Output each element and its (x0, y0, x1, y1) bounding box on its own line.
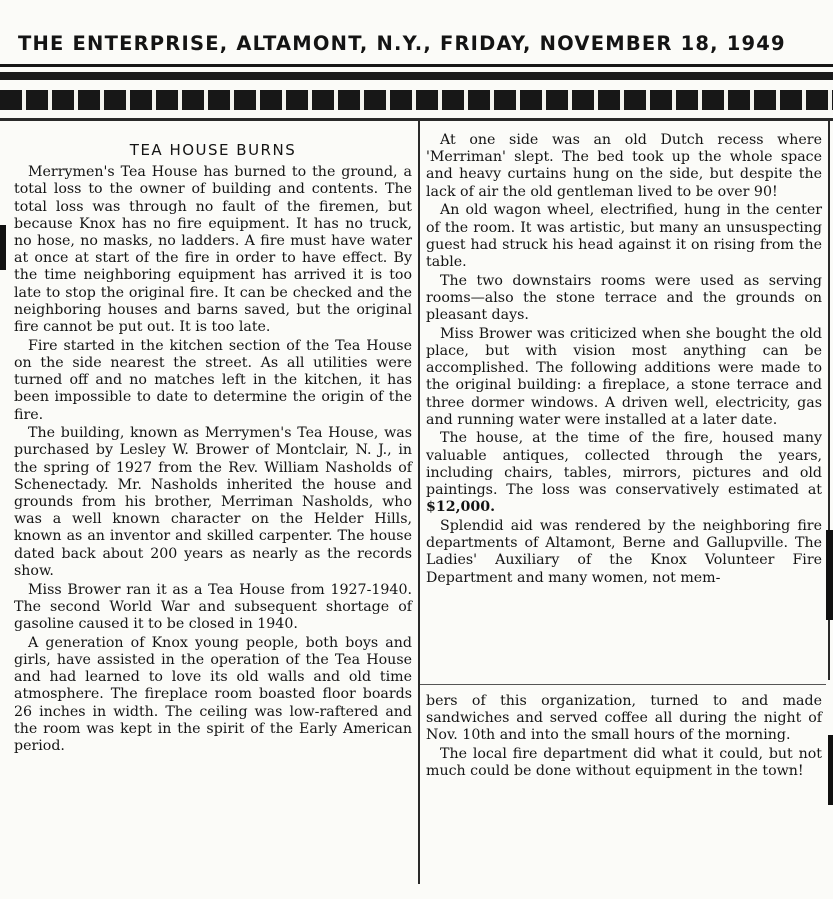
loss-amount: $12,000. (426, 499, 496, 516)
right-paragraph-6: Splendid aid was rendered by the neighboring fire departments of Altamont, Berne and Gallupville. The Ladies' Auxiliary of the Knox Volunteer Fire Department and many women, not mem- (426, 517, 822, 586)
right-paragraph-4: Miss Brower was criticized when she bought the old place, but with vision most anything can be accomplished. The following additions were made to the original building: a fireplace, a stone terrace and three dormer windows. A driven well, electricity, gas and running water were installed at a later date. (426, 325, 822, 428)
right-paragraph-2: An old wagon wheel, electrified, hung in the center of the room. It was artistic, but many an unsuspecting guest had struck his head against it on rising from the table. (426, 202, 822, 270)
scan-edge-mark-right (826, 530, 833, 620)
masthead-rule-band (0, 90, 833, 110)
right-bottom-paragraph-1: bers of this organization, turned to and made sandwiches and served coffee all during the night of Nov. 10th and into the small hours of the morning. (426, 693, 822, 744)
article-right-column-continued (426, 693, 822, 782)
article-right-column (426, 132, 822, 588)
masthead-rule-thick (0, 72, 833, 80)
masthead: THE ENTERPRISE, ALTAMONT, N.Y., FRIDAY, NOVEMBER 18, 1949 (18, 32, 786, 55)
masthead-rule-bottom (0, 118, 833, 121)
right-paragraph-5 (426, 430, 822, 516)
scan-edge-mark-left (0, 225, 6, 270)
article-headline: TEA HOUSE BURNS (129, 141, 297, 159)
right-paragraph-3: The two downstairs rooms were used as serving rooms—also the stone terrace and the grounds on pleasant days. (426, 272, 822, 324)
left-paragraph-5: A generation of Knox young people, both boys and girls, have assisted in the operation of the Tea House and had learned to love its old walls and old time atmosphere. The fireplace room boasted floor boards 26 inches in width. The ceiling was low-raftered and the room was kept in the spirit of the Early American period. (14, 634, 412, 754)
column-break-rule (420, 684, 826, 685)
left-paragraph-3: The building, known as Merrymen's Tea House, was purchased by Lesley W. Brower of Montclair, N. J., in the spring of 1927 from the Rev. William Nasholds of Schenectady. Mr. Nasholds inherited the house and grounds from his brother, Merriman Nasholds, who was a well known character on the Helder Hills, known as an inventor and skilled carpenter. The house dated back about 200 years as nearly as the records show. (14, 425, 412, 579)
left-paragraph-4: Miss Brower ran it as a Tea House from 1927-1940. The second World War and subsequent shortage of gasoline caused it to be closed in 1940. (14, 581, 412, 632)
left-paragraph-2: Fire started in the kitchen section of the Tea House on the side nearest the street. As all utilities were turned off and no matches left in the kitchen, it has been impossible to date to determine the origin of the fire. (14, 337, 412, 423)
right-paragraph-5-text: The house, at the time of the fire, housed many valuable antiques, collected through the years, including chairs, tables, mirrors, pictures and old paintings. The loss was conservatively estimated at (426, 430, 822, 499)
masthead-rule-top (0, 64, 833, 67)
left-paragraph-1: Merrymen's Tea House has burned to the ground, a total loss to the owner of building and contents. The total loss was through no fault of the firemen, but because Knox has no fire equipment. It has no truck, no hose, no masks, no ladders. A fire must have water at once at start of the fire in order to have effect. By the time neighboring equipment has arrived it is too late to stop the original fire. It can be checked and the neighboring houses and barns saved, but the original fire cannot be put out. It is too late. (14, 164, 412, 336)
scan-edge-mark-right-lower (828, 735, 833, 805)
article-left-column (14, 142, 412, 757)
right-bottom-paragraph-2: The local fire department did what it could, but not much could be done without equipment in the town! (426, 746, 822, 780)
column-divider (418, 120, 420, 884)
right-paragraph-1: At one side was an old Dutch recess where 'Merriman' slept. The bed took up the whole space and heavy curtains hung on the side, but despite the lack of air the old gentleman lived to be over 90! (426, 132, 822, 200)
